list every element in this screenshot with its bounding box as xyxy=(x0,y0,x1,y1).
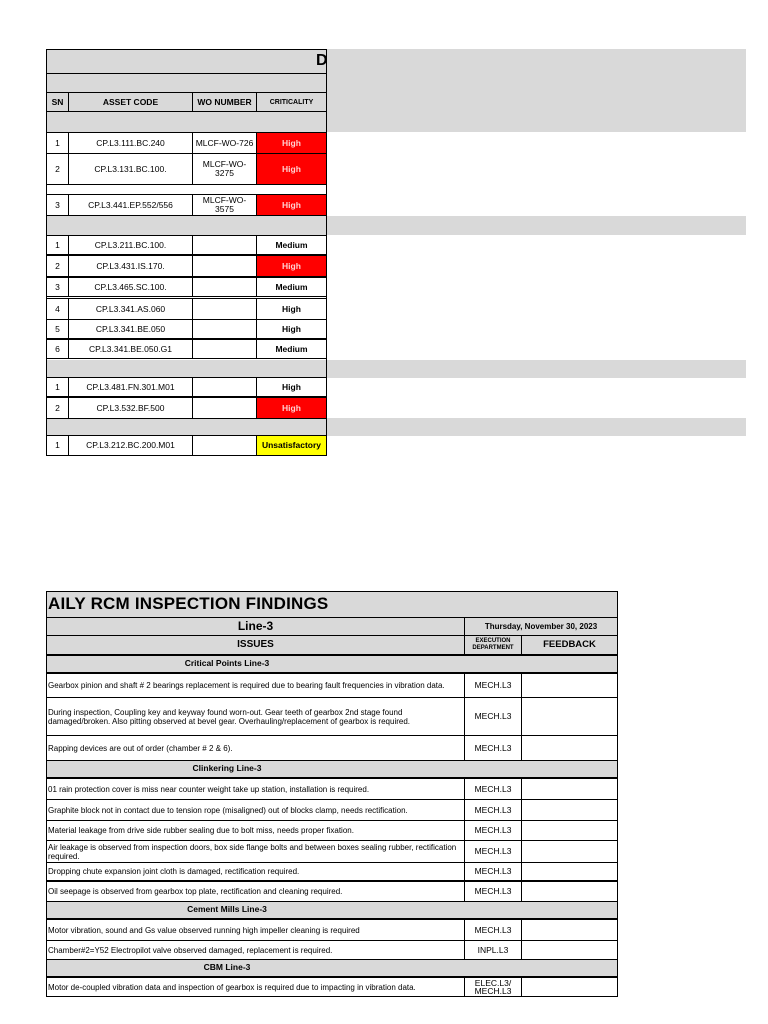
row-sn: 6 xyxy=(46,339,69,359)
row-wo-number xyxy=(192,377,257,397)
finding-issue: Graphite block not in contact due to tension rope (misaligned) out of blocks clamp, needs rectification. xyxy=(46,799,465,821)
finding-feedback[interactable] xyxy=(521,840,618,863)
row-asset-code: CP.L3.431.IS.170. xyxy=(68,255,193,277)
row-criticality: Unsatisfactory xyxy=(256,435,327,456)
finding-feedback[interactable] xyxy=(521,820,618,841)
finding-department: INPL.L3 xyxy=(464,940,522,960)
row-criticality: High xyxy=(256,298,327,320)
finding-feedback[interactable] xyxy=(521,778,618,800)
finding-department: MECH.L3 xyxy=(464,735,522,761)
finding-department: MECH.L3 xyxy=(464,673,522,698)
row-asset-code: CP.L3.441.EP.552/556 xyxy=(68,194,193,216)
finding-department: MECH.L3 xyxy=(464,862,522,881)
finding-department: MECH.L3 xyxy=(464,881,522,902)
page1-title-fragment: D xyxy=(316,52,328,69)
finding-issue: Gearbox pinion and shaft # 2 bearings replacement is required due to bearing fault frequencies in vibration data. xyxy=(46,673,465,698)
finding-issue: During inspection, Coupling key and keyway found worn-out. Gear teeth of gearbox 2nd stage found damaged/broken. Also pitting observed at bevel gear. Overhauling/replacement of gearbox is required. xyxy=(46,697,465,736)
row-wo-number xyxy=(192,319,257,339)
col-header-feedback: FEEDBACK xyxy=(521,635,618,655)
row-sn: 2 xyxy=(46,397,69,419)
row-criticality: High xyxy=(256,153,327,185)
finding-feedback[interactable] xyxy=(521,977,618,997)
finding-department: MECH.L3 xyxy=(464,820,522,841)
row-criticality: High xyxy=(256,194,327,216)
row-criticality: High xyxy=(256,319,327,339)
finding-feedback[interactable] xyxy=(521,881,618,902)
finding-issue: Motor vibration, sound and Gs value observed running high impeller cleaning is required xyxy=(46,919,465,941)
row-criticality: High xyxy=(256,377,327,397)
row-sn: 2 xyxy=(46,153,69,185)
col-header-criticality: CRITICALITY xyxy=(256,92,327,112)
section-header: Critical Points Line-3 xyxy=(46,655,618,673)
row-criticality: High xyxy=(256,397,327,419)
row-asset-code: CP.L3.465.SC.100. xyxy=(68,277,193,297)
finding-department: MECH.L3 xyxy=(464,697,522,736)
finding-feedback[interactable] xyxy=(521,940,618,960)
row-wo-number xyxy=(192,298,257,320)
row-sn: 1 xyxy=(46,132,69,154)
row-wo-number xyxy=(192,397,257,419)
row-wo-number: MLCF-WO-3275 xyxy=(192,153,257,185)
col-header-wo-number: WO NUMBER xyxy=(192,92,257,112)
row-asset-code: CP.L3.532.BF.500 xyxy=(68,397,193,419)
col-header-sn: SN xyxy=(46,92,69,112)
row-criticality: High xyxy=(256,132,327,154)
row-sn: 1 xyxy=(46,435,69,456)
section-header: Cement Mills Line-3 xyxy=(46,901,618,919)
finding-department: MECH.L3 xyxy=(464,799,522,821)
finding-feedback[interactable] xyxy=(521,799,618,821)
row-sn: 1 xyxy=(46,377,69,397)
finding-feedback[interactable] xyxy=(521,862,618,881)
finding-feedback[interactable] xyxy=(521,919,618,941)
row-wo-number: MLCF-WO-726 xyxy=(192,132,257,154)
finding-issue: Material leakage from drive side rubber sealing due to bolt miss, needs proper fixation. xyxy=(46,820,465,841)
section-header: Clinkering Line-3 xyxy=(46,760,618,778)
finding-department: MECH.L3 xyxy=(464,840,522,863)
finding-department: ELEC.L3/ MECH.L3 xyxy=(464,977,522,997)
row-asset-code: CP.L3.341.BE.050.G1 xyxy=(68,339,193,359)
table1-top-border xyxy=(46,49,327,50)
finding-department: MECH.L3 xyxy=(464,919,522,941)
row-asset-code: CP.L3.211.BC.100. xyxy=(68,235,193,255)
row-wo-number xyxy=(192,277,257,297)
row-asset-code: CP.L3.111.BC.240 xyxy=(68,132,193,154)
report-date: Thursday, November 30, 2023 xyxy=(464,617,618,636)
finding-issue: Chamber#2=Y52 Electropilot valve observed damaged, replacement is required. xyxy=(46,940,465,960)
findings-title: AILY RCM INSPECTION FINDINGS xyxy=(48,594,329,613)
finding-issue: Oil seepage is observed from gearbox top plate, rectification and cleaning required. xyxy=(46,881,465,902)
section-header: CBM Line-3 xyxy=(46,959,618,977)
row-sn: 3 xyxy=(46,194,69,216)
row-asset-code: CP.L3.341.AS.060 xyxy=(68,298,193,320)
row-wo-number xyxy=(192,235,257,255)
row-wo-number: MLCF-WO-3575 xyxy=(192,194,257,216)
row-sn: 4 xyxy=(46,298,69,320)
row-wo-number xyxy=(192,435,257,456)
row-criticality: Medium xyxy=(256,235,327,255)
row-asset-code: CP.L3.481.FN.301.M01 xyxy=(68,377,193,397)
col-header-execution-department: EXECUTION DEPARTMENT xyxy=(464,635,522,655)
row-sn: 2 xyxy=(46,255,69,277)
finding-issue: Motor de-coupled vibration data and inspection of gearbox is required due to impacting in vibration data. xyxy=(46,977,465,997)
row-criticality: High xyxy=(256,255,327,277)
row-sn: 5 xyxy=(46,319,69,339)
finding-feedback[interactable] xyxy=(521,697,618,736)
row-sn: 1 xyxy=(46,235,69,255)
finding-department: MECH.L3 xyxy=(464,778,522,800)
row-wo-number xyxy=(192,339,257,359)
row-criticality: Medium xyxy=(256,339,327,359)
col-header-issues: ISSUES xyxy=(46,635,465,655)
row-sn: 3 xyxy=(46,277,69,297)
finding-issue: Dropping chute expansion joint cloth is damaged, rectification required. xyxy=(46,862,465,881)
line-label: Line-3 xyxy=(46,617,465,636)
row-wo-number xyxy=(192,255,257,277)
finding-issue: 01 rain protection cover is miss near counter weight take up station, installation is required. xyxy=(46,778,465,800)
table1-title-border xyxy=(46,73,327,74)
finding-feedback[interactable] xyxy=(521,735,618,761)
row-asset-code: CP.L3.131.BC.100. xyxy=(68,153,193,185)
row-asset-code: CP.L3.212.BC.200.M01 xyxy=(68,435,193,456)
finding-issue: Rapping devices are out of order (chamber # 2 & 6). xyxy=(46,735,465,761)
finding-feedback[interactable] xyxy=(521,673,618,698)
row-criticality: Medium xyxy=(256,277,327,297)
col-header-asset-code: ASSET CODE xyxy=(68,92,193,112)
finding-issue: Air leakage is observed from inspection doors, box side flange bolts and between boxes sealing rubber, rectification required. xyxy=(46,840,465,863)
row-asset-code: CP.L3.341.BE.050 xyxy=(68,319,193,339)
